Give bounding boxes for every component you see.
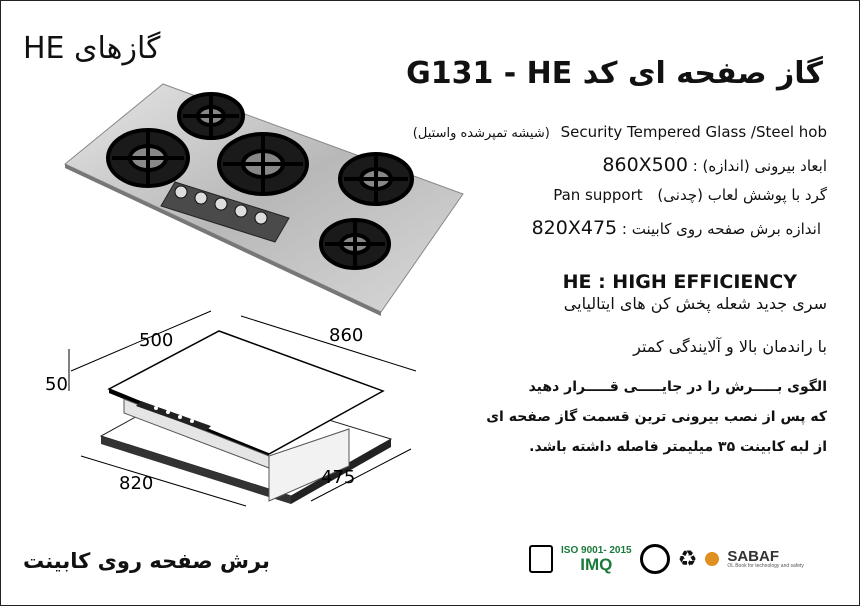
sabaf-logo [727, 549, 804, 569]
instruction-line-2: که پس از نصب بیرونی ترین قسمت گاز صفحه ای [486, 409, 827, 425]
dimension-diagram [31, 301, 451, 511]
recycle-icon: ♻ [677, 546, 698, 572]
outer-size-value: 860X500 [602, 154, 688, 176]
material-en: Security Tempered Glass /Steel hob [560, 123, 827, 141]
sabaf-tagline: OL Book for technology and safety [727, 563, 804, 569]
outer-size-label: : ابعاد بیرونی (اندازه) [692, 157, 827, 175]
cut-size-value: 820X475 [531, 217, 618, 239]
product-title: گاز صفحه ای کد G131 - HE [406, 56, 823, 91]
pan-support-fa: (چدنی) گرد با پوشش لعاب [657, 186, 827, 204]
dim-500: 500 [139, 330, 174, 351]
cut-size-label: : اندازه برش صفحه روی کابینت [621, 220, 821, 238]
feature-line-2: با راندمان بالا و آلایندگی کمتر [633, 337, 827, 356]
cert-logos [529, 541, 829, 577]
brand-title: گازهای HE [23, 31, 161, 66]
iso-imq-logo [561, 546, 632, 573]
dim-860: 860 [329, 325, 364, 346]
feature-line-1: سری جدید شعله پخش کن های ایتالیایی [563, 294, 827, 313]
test-logo-icon [529, 545, 553, 573]
instruction-line-3: از لبه کابینت ۳۵ میلیمتر فاصله داشته باشد. [529, 439, 827, 455]
iso-text: ISO 9001- 2015 [561, 544, 632, 556]
dim-820: 820 [119, 473, 154, 494]
imq-text: IMQ [580, 554, 613, 574]
high-efficiency-title: HE : HIGH EFFICIENCY [562, 271, 797, 293]
outer-size-spec [602, 154, 827, 176]
cut-size-spec [532, 217, 821, 239]
pan-support-spec [553, 186, 827, 204]
instruction-line-1: الگوی بـــــرش را در جایـــــی قـــــرار دهید [528, 379, 827, 395]
sabaf-icon [705, 552, 719, 566]
material-spec [413, 123, 827, 141]
tuv-logo-icon [640, 544, 670, 574]
hob-illustration [63, 76, 468, 316]
pan-support-en: Pan support [553, 186, 643, 204]
dim-50: 50 [45, 374, 68, 395]
cabinet-cut-label: برش صفحه روی کابینت [23, 549, 270, 573]
material-fa: (شیشه تمپرشده واستیل) [412, 126, 550, 141]
sabaf-text: SABAF [727, 548, 780, 565]
dim-475: 475 [321, 467, 356, 488]
